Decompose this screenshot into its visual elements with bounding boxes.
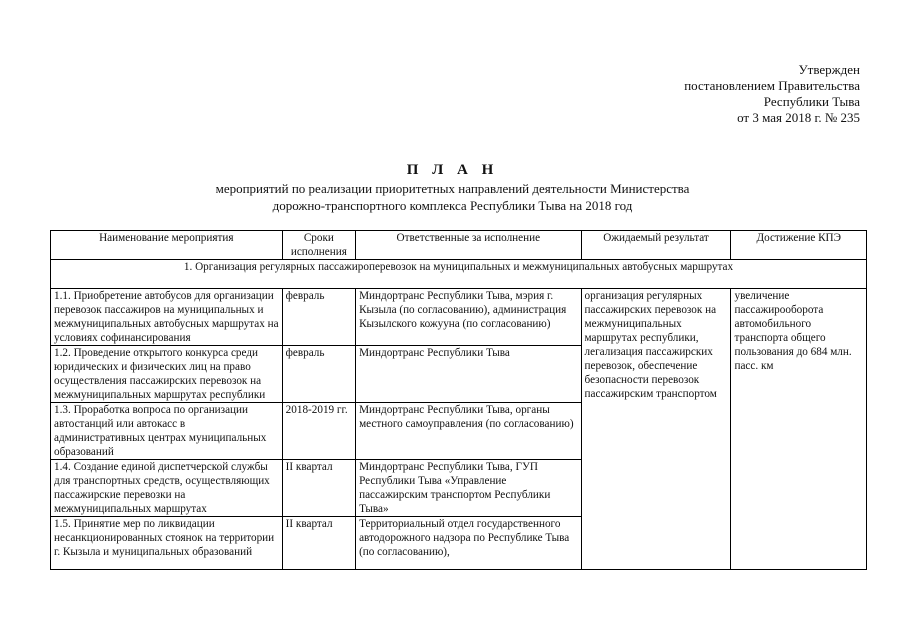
row-deadline: 2018-2019 гг. [282,403,355,460]
row-name: 1.1. Приобретение автобусов для организации перевозок пассажиров на муниципальных и межмуниципальных автобусных маршрутах на условиях софинансирования [51,289,283,346]
header-expected: Ожидаемый результат [581,231,731,260]
row-name: 1.2. Проведение открытого конкурса среди юридических и физических лиц на право осуществления пассажирских перевозок на межмуниципальных маршрутах республики [51,346,283,403]
row-deadline: февраль [282,346,355,403]
row-name: 1.3. Проработка вопроса по организации автостанций или автокасс в административных центрах муниципальных образований [51,403,283,460]
section-title: 1. Организация регулярных пассажироперевозок на муниципальных и межмуниципальных автобусных маршрутах [51,260,867,289]
approval-line: Республики Тыва [763,94,860,109]
kpi-result: увеличение пассажирооборота автомобильного транспорта общего пользования до 684 млн. пасс. км [731,289,867,570]
row-responsible: Миндортранс Республики Тыва, ГУП Республики Тыва «Управление пассажирским транспортом Республики Тыва» [356,460,581,517]
header-name: Наименование мероприятия [51,231,283,260]
row-responsible: Территориальный отдел государственного автодорожного надзора по Республике Тыва (по согласованию), [356,517,581,570]
header-kpi: Достижение КПЭ [731,231,867,260]
row-name: 1.4. Создание единой диспетчерской службы для транспортных средств, осуществляющих пассажирские перевозки на межмуниципальных маршрутах [51,460,283,517]
plan-table-wrapper [50,230,867,570]
plan-subtitle [0,180,905,214]
row-deadline: II квартал [282,460,355,517]
header-deadline: Сроки исполнения [282,231,355,260]
row-responsible: Миндортранс Республики Тыва [356,346,581,403]
expected-result: организация регулярных пассажирских перевозок на межмуниципальных маршрутах республики, легализация пассажирских перевозок, обеспечение безопасности перевозок пассажирским транспортом [581,289,731,570]
plan-subtitle-line: мероприятий по реализации приоритетных направлений деятельности Министерства [215,181,690,196]
row-deadline: февраль [282,289,355,346]
plan-table [50,230,867,570]
plan-title: П Л А Н [406,162,499,178]
row-responsible: Миндортранс Республики Тыва, органы местного самоуправления (по согласованию) [356,403,581,460]
section-row [51,260,867,289]
approval-block [560,62,860,126]
row-name: 1.5. Принятие мер по ликвидации несанкционированных стоянок на территории г. Кызыла и муниципальных образований [51,517,283,570]
approval-line: Утвержден [798,62,860,77]
header-responsible: Ответственные за исполнение [356,231,581,260]
approval-line: постановлением Правительства [684,78,860,93]
table-header-row [51,231,867,260]
plan-subtitle-line: дорожно-транспортного комплекса Республики Тыва на 2018 год [272,198,633,213]
table-row [51,289,867,346]
approval-line: от 3 мая 2018 г. № 235 [737,110,860,125]
row-responsible: Миндортранс Республики Тыва, мэрия г. Кызыла (по согласованию), администрация Кызылского кожууна (по согласованию) [356,289,581,346]
row-deadline: II квартал [282,517,355,570]
